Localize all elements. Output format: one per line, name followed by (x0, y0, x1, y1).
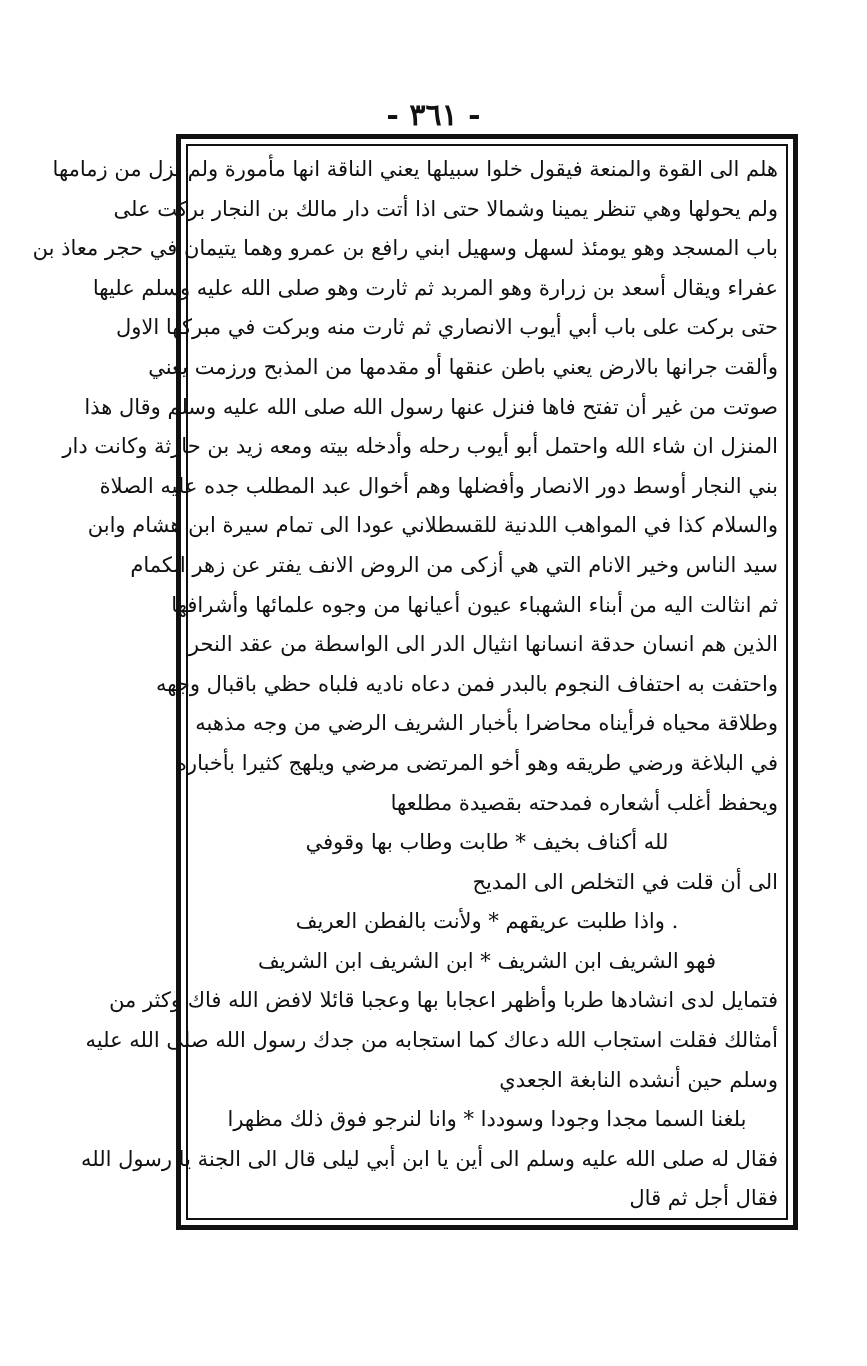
text-line: الذين هم انسان حدقة انسانها انثيال الدر الى الواسطة من عقد النحر (188, 632, 778, 657)
text-line: فتمايل لدى انشادها طربا وأظهر اعجابا بها وعجبا قائلا لافض الله فاك وكثر من (109, 988, 778, 1013)
text-line: المنزل ان شاء الله واحتمل أبو أيوب رحله وأدخله بيته ومعه زيد بن حارثة وكانت دار (62, 434, 778, 459)
text-line: والسلام كذا في المواهب اللدنية للقسطلاني عودا الى تمام سيرة ابن هشام وابن (87, 513, 778, 538)
poem-verse: فهو الشريف ابن الشريف * ابن الشريف ابن الشريف (257, 948, 716, 973)
text-line: وطلاقة محياه فرأيناه محاضرا بأخبار الشريف الرضي من وجه مذهبه (195, 711, 778, 736)
text-line: صوتت من غير أن تفتح فاها فنزل عنها رسول الله صلى الله عليه وسلم وقال هذا (84, 394, 778, 419)
text-line: هلم الى القوة والمنعة فيقول خلوا سبيلها يعني الناقة انها مأمورة ولم يزل من زمامها (52, 157, 778, 181)
text-line: باب المسجد وهو يومئذ لسهل وسهيل ابني رافع بن عمرو وهما يتيمان في حجر معاذ بن (32, 236, 778, 261)
text-line: الى أن قلت في التخلص الى المديح (472, 869, 778, 894)
text-line: ويحفظ أغلب أشعاره فمدحته بقصيدة مطلعها (390, 790, 778, 815)
text-line: ولم يحولها وهي تنظر يمينا وشمالا حتى اذا أتت دار مالك بن النجار بركت على (113, 196, 778, 221)
poem-verse: بلغنا السما مجدا وجودا وسوددا * وانا لنرجو فوق ذلك مظهرا (227, 1107, 747, 1132)
text-line: أمثالك فقلت استجاب الله دعاك كما استجابه من جدك رسول الله صلى الله عليه (85, 1028, 778, 1053)
text-line: واحتفت به احتفاف النجوم بالبدر فمن دعاه ناديه فلباه حظي باقبال وجهه (155, 671, 778, 696)
text-line: ثم انثالت اليه من أبناء الشهباء عيون أعيانها من وجوه علمائها وأشرافها (171, 592, 778, 617)
main-text-block (32, 150, 778, 1211)
text-line: حتى بركت على باب أبي أيوب الانصاري ثم ثارت منه وبركت في مبركها الاول (116, 315, 778, 340)
text-line: عفراء ويقال أسعد بن زرارة وهو المربد ثم ثارت وهو صلى الله عليه وسلم عليها (92, 275, 778, 300)
text-line: فقال له صلى الله عليه وسلم الى أين يا ابن أبي ليلى قال الى الجنة يا رسول الله (81, 1146, 778, 1171)
poem-verse: . واذا طلبت عريقهم * ولأنت بالفطن العريف (295, 909, 679, 934)
text-line: بني النجار أوسط دور الانصار وأفضلها وهم أخوال عبد المطلب جده عليه الصلاة (99, 473, 778, 498)
text-line: وألقت جرانها بالارض يعني باطن عنقها أو مقدمها من المذبح ورزمت يعني (148, 354, 778, 379)
text-line: فقال أجل ثم قال (629, 1186, 778, 1211)
page-number: - ٣٦١ - (386, 98, 481, 133)
text-line: في البلاغة ورضي طريقه وهو أخو المرتضى مرضي ويلهج كثيرا بأخباره (175, 750, 778, 775)
text-line: وسلم حين أنشده النابغة الجعدي (499, 1067, 778, 1092)
poem-verse: لله أكناف بخيف * طابت وطاب بها وقوفي (305, 830, 669, 855)
text-line: سيد الناس وخير الانام التي هي أزكى من الروض الانف يفتر عن زهر الكمام (130, 552, 778, 577)
